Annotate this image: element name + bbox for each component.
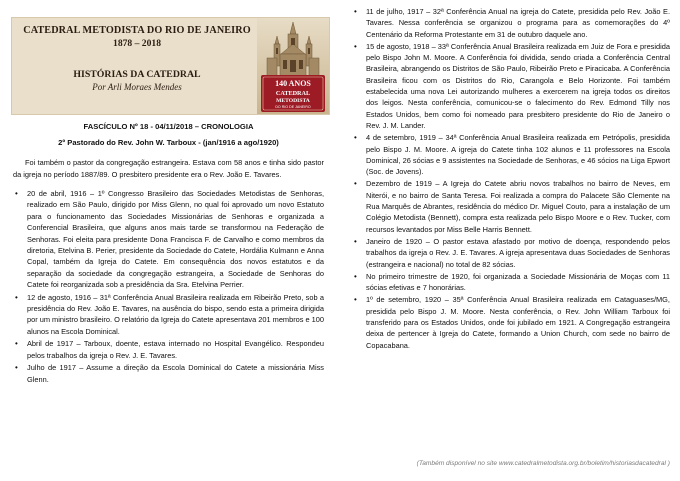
- bullet-icon: •: [354, 271, 357, 281]
- banner-years: 1878 – 2018: [113, 38, 161, 49]
- timeline-item: [352, 41, 670, 131]
- section-title: 2º Pastorado do Rev. John W. Tarboux - (jan/1916 a ago/1920): [58, 138, 279, 147]
- banner-title: CATEDRAL METODISTA DO RIO DE JANEIRO: [23, 25, 251, 36]
- timeline-text: 20 de abril, 1916 – 1º Congresso Brasileiro das Sociedades Metodistas de Senhoras, realizado em São Paulo, dirigido por Miss Glenn, no qual foi aprovado um novo Estatuto para o funcionamento das Sociedades Missionárias de Senhoras e organizada a Conferencial Brasileira, que alguns anos mais tarde se transformou na Federação de Senhoras. Foi eleita para presidente Dona Francisca F. de Carvalho e como membros da diretoria, Etelvina B. Perier, presidente da Sociedade do Catete, Hordália Kulmann e Anna Copal, também da Igreja do Catete. Em consequência dos novos estatutos e da separação da sociedade da congregação estrangeira, a Sociedade de Senhoras do Catete foi reorganizada sob a presidência da Sra. Etelvina Perrier.: [27, 189, 324, 290]
- timeline-text: 15 de agosto, 1918 – 33ª Conferência Anual Brasileira realizada em Juiz de Fora e presidida pelo Bispo John M. Moore. A Conferência foi dividida, sendo criada a Conferência Central Brasileira, abrangendo os Distritos de São Paulo, Ribeirão Preto e Piracicaba. A Conferência Brasileira ficou com os Distritos do Rio, Carangola e Belo Horizonte. Foi também estabelecida uma nova Lei autorizando mulheres a exercerem na igreja todos os direitos dos leigos. Nesta conferência, comunicou-se o falecimento do Rev. Edmond Tilly nos Estados Unidos, bem como foi nomeado para presbitero presidente do Rio de Janeiro o Rev. J. M. Lander.: [366, 41, 670, 130]
- banner-author: Por Arli Moraes Mendes: [92, 82, 182, 92]
- bullet-icon: •: [354, 7, 357, 16]
- timeline-item: [352, 294, 670, 350]
- bullet-icon: •: [15, 339, 18, 349]
- timeline-text: 12 de agosto, 1916 – 31ª Conferência Anual Brasileira realizada em Ribeirão Preto, sob a presidência do Rev. João E. Tavares, na ausência do bispo, sendo esta a primeira dirigida por um ministro brasileiro. O relatório da Igreja do Catete apresentava 201 membros e 100 alunos na Escola Dominical.: [27, 292, 325, 336]
- timeline-item: [13, 188, 324, 291]
- right-timeline-list: [352, 6, 670, 351]
- timeline-text: 11 de julho, 1917 – 32ª Conferência Anual na igreja do Catete, presidida pelo Rev. João E. Tavares. Nessa conferência se organizou o programa para as comemorações do 4º Centenário da Reforma Protestante em 31 de outubro daquele ano.: [366, 7, 670, 39]
- intro-paragraph: Foi também o pastor da congregação estrangeira. Estava com 58 anos e tinha sido pastor da igreja no período 1887/89. O presbitero presidente era o Rev. João E. Tavares.: [13, 158, 324, 179]
- timeline-text: 1º de setembro, 1920 – 35ª Conferência Anual Brasileira realizada em Cataguases/MG, presidida pelo Bispo J. M. Moore. Nesta conferência, o Rev. John William Tarboux foi transferido para os Estados Unidos, onde foi jubilado em 1921. A Congregação estrangeira deixa de pertencer à Igreja do Catete, formando a Union Church, com sede no bairro de Copacabana.: [366, 295, 670, 350]
- timeline-text: Abril de 1917 – Tarboux, doente, estava internado no Hospital Evangélico. Respondeu pelos trabalhos da igreja o Rev. J. E. Tavares.: [27, 339, 324, 360]
- logo-line2: METODISTA: [276, 98, 310, 104]
- timeline-text: Dezembro de 1919 – A Igreja do Catete abriu novos trabalhos no bairro de Neves, em Niterói, e no bairro de Santa Teresa. Foi realizada a compra do Palacete São Clemente na Rua Marquês de Abrantes, residência do médico Dr. Miguel Couto, para a instalação de um Colégio Metodista (Bennett), compra esta realizada pelo Bispo Moore e o Rev. Tucker, com recursos levantados por Miss Belle Harris Bennett.: [366, 179, 670, 234]
- header-banner: [11, 17, 330, 115]
- timeline-item: [352, 271, 670, 294]
- timeline-item: [352, 178, 670, 234]
- left-column: [13, 122, 324, 386]
- fasciculo-heading: FASCÍCULO Nº 18 - 04/11/2018 – CRONOLOGIA: [83, 122, 254, 131]
- logo-line3: DO RIO DE JANEIRO: [275, 105, 311, 109]
- timeline-item: [352, 236, 670, 270]
- timeline-text: Janeiro de 1920 – O pastor estava afastado por motivo de doença, respondendo pelos trabalhos da igreja o Rev. J. E. Tavares. A igreja apresentava duas Sociedades de Senhoras (estrangeira e nacional) no total de 82 sócias.: [366, 236, 670, 269]
- timeline-item: [13, 362, 324, 385]
- footer-note: (Também disponível no site www.catedralmetodista.org.br/boletim/historiasdacatedral ): [416, 460, 670, 467]
- bullet-icon: •: [354, 41, 357, 51]
- bullet-icon: •: [15, 189, 18, 198]
- bullet-icon: •: [354, 179, 357, 189]
- bullet-icon: •: [354, 236, 357, 246]
- logo-anniversary: 140 ANOS: [275, 79, 311, 88]
- timeline-item: [352, 132, 670, 177]
- banner-subtitle: HISTÓRIAS DA CATEDRAL: [73, 69, 201, 80]
- bullet-icon: •: [15, 363, 18, 373]
- bullet-icon: •: [354, 133, 357, 143]
- left-timeline-list: [13, 188, 324, 385]
- timeline-item: [352, 6, 670, 40]
- timeline-text: 4 de setembro, 1919 – 34ª Conferência Anual Brasileira realizada em Petrópolis, presidida pelo Bispo J. M. Moore. A igreja do Catete tinha 102 alunos e 11 professores na Escola Dominical, 26 sócias e 9 assistentes na Sociedade de Senhoras, e 46 sócios na Liga Epwort (Soc. de Jovens).: [366, 133, 670, 177]
- cathedral-logo: [257, 18, 329, 114]
- timeline-text: No primeiro trimestre de 1920, foi organizada a Sociedade Missionária de Moças com 11 sócias efetivas e 7 honorárias.: [366, 271, 670, 293]
- logo-line1: CATEDRAL: [275, 90, 311, 97]
- timeline-item: [13, 292, 324, 338]
- right-column: [352, 6, 670, 352]
- bullet-icon: •: [15, 292, 18, 302]
- timeline-item: [13, 338, 324, 361]
- bullet-icon: •: [354, 295, 357, 305]
- timeline-text: Julho de 1917 – Assume a direção da Escola Dominical do Catete a missionária Miss Glenn.: [27, 363, 324, 384]
